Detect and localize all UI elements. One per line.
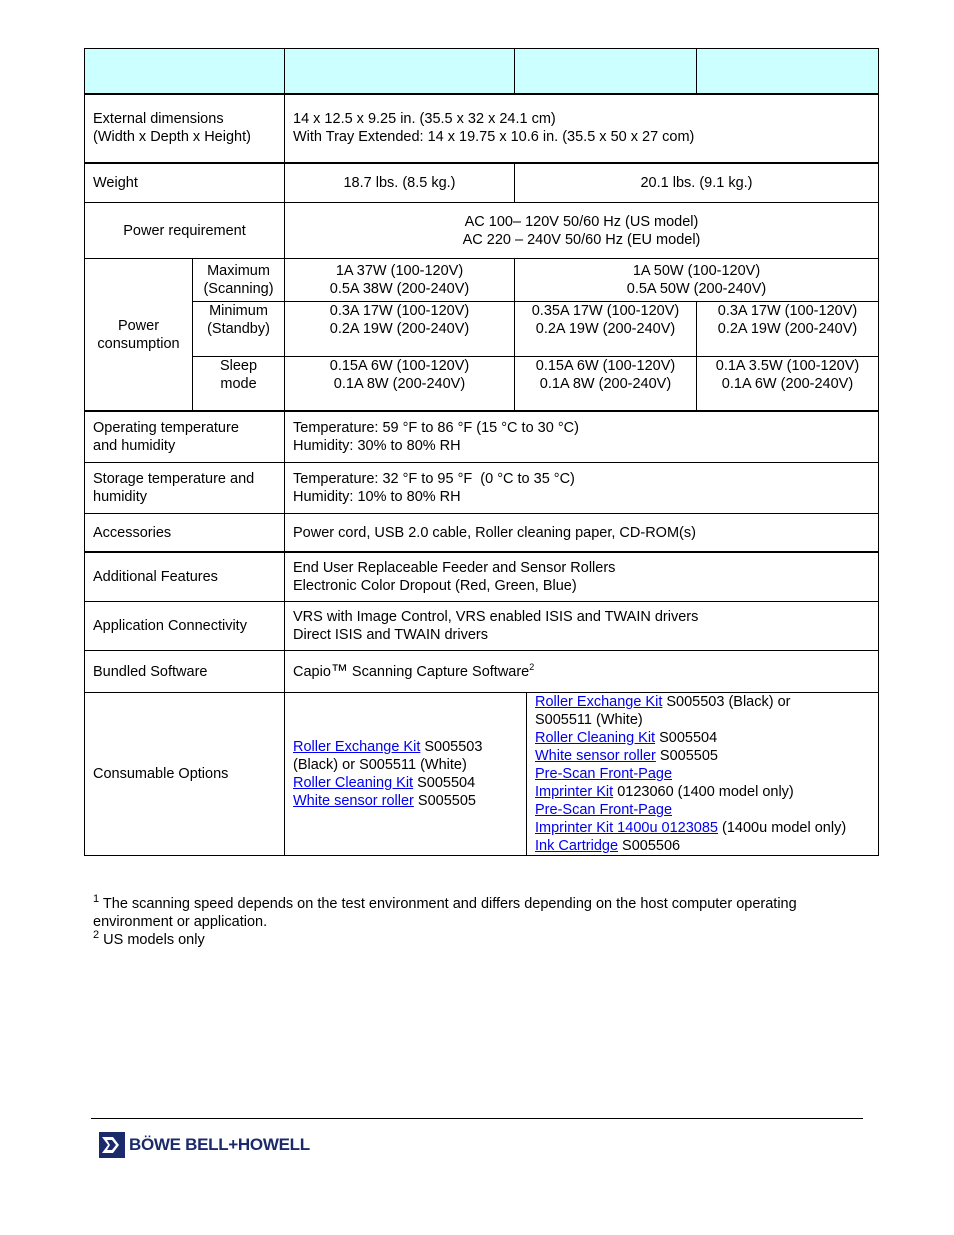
value-text: 0.2A 19W (200-240V)	[535, 321, 676, 337]
roller-cleaning-kit-link[interactable]: Roller Cleaning Kit	[293, 775, 414, 791]
value-text: Power cord, USB 2.0 cable, Roller cleaning paper, CD-ROM(s)	[293, 524, 696, 541]
consumable-line	[535, 819, 870, 837]
value-text: Humidity: 30% to 80% RH	[293, 437, 461, 454]
footer-rule	[91, 1118, 863, 1119]
value-text: 0.15A 6W (100-120V)	[535, 358, 676, 374]
consumable-line	[535, 693, 870, 711]
consumable-line	[535, 765, 870, 783]
label-text: Consumable Options	[93, 766, 229, 782]
value-text: 0.3A 17W (100-120V)	[717, 303, 858, 319]
roller-exchange-kit-link[interactable]: Roller Exchange Kit	[293, 739, 421, 755]
value-text: Direct ISIS and TWAIN drivers	[293, 627, 488, 643]
power-min-b	[515, 302, 696, 356]
consumable-line	[293, 738, 518, 756]
label-text: Accessories	[93, 524, 172, 541]
dimensions-value	[285, 94, 878, 162]
value-text: Electronic Color Dropout (Red, Green, Blue)	[293, 577, 577, 594]
power-sleep-b	[515, 357, 696, 410]
label-text: and humidity	[93, 437, 176, 454]
label-text: Additional Features	[93, 568, 218, 585]
consumable-line	[535, 783, 870, 801]
value-text: Humidity: 10% to 80% RH	[293, 489, 461, 505]
power-requirement-value	[285, 203, 878, 258]
power-max-label	[193, 259, 284, 301]
part-number: (Black) or S005511 (White)	[293, 757, 467, 773]
table-border-right	[878, 48, 879, 856]
value-text: AC 220 – 240V 50/60 Hz (EU model)	[462, 231, 701, 248]
label-text: Weight	[93, 174, 138, 191]
software-value	[285, 651, 878, 692]
part-number: S005503 (Black) or	[662, 694, 791, 710]
label-text: (Scanning)	[203, 281, 274, 297]
consumable-line	[293, 792, 518, 810]
weight-label	[85, 163, 284, 202]
power-sleep-a	[285, 357, 514, 410]
storage-label	[85, 463, 284, 513]
value-text: 20.1 lbs. (9.1 kg.)	[640, 174, 753, 191]
value-text: End User Replaceable Feeder and Sensor Rollers	[293, 559, 616, 576]
table-border-bottom	[84, 855, 879, 856]
value-text: 0.1A 3.5W (100-120V)	[715, 358, 860, 374]
part-number: S005505	[413, 793, 476, 809]
consumables-col-b	[527, 693, 878, 855]
company-logo	[99, 1131, 310, 1159]
label-text: Minimum	[209, 303, 268, 319]
table-border-top	[84, 48, 879, 49]
value-text: 14 x 12.5 x 9.25 in. (35.5 x 32 x 24.1 cm)	[293, 111, 556, 127]
footnote-text: The scanning speed depends on the test environment and differs depending on the host computer operating environment or application.	[93, 896, 797, 930]
imprinter-kit-1400u-link[interactable]: Imprinter Kit 1400u 0123085	[535, 820, 718, 836]
white-sensor-roller-link[interactable]: White sensor roller	[535, 748, 656, 764]
value-text: 0.1A 8W (200-240V)	[539, 376, 672, 392]
power-max-b	[515, 259, 878, 301]
label-text: humidity	[93, 489, 147, 505]
label-text: Power requirement	[123, 222, 246, 239]
part-number: S005503	[420, 739, 483, 755]
dimensions-label	[85, 94, 284, 162]
value-text: 18.7 lbs. (8.5 kg.)	[343, 174, 456, 191]
label-text: Power	[117, 317, 160, 334]
col-divider	[514, 48, 515, 94]
value-text: 0.3A 17W (100-120V)	[329, 303, 470, 319]
power-consumption-label	[85, 259, 192, 410]
storage-value	[285, 463, 878, 513]
footnote-1	[93, 895, 873, 931]
trademark-symbol: ™	[330, 661, 348, 680]
label-text: consumption	[97, 335, 180, 352]
power-sleep-c	[697, 357, 878, 410]
part-number: S005511 (White)	[535, 712, 643, 728]
value-text: 0.5A 50W (200-240V)	[626, 281, 767, 297]
table-header-row	[85, 49, 878, 93]
value-text: 0.1A 6W (200-240V)	[721, 376, 854, 392]
value-text: 0.1A 8W (200-240V)	[333, 376, 466, 392]
value-text: 1A 37W (100-120V)	[335, 263, 464, 279]
consumables-col-a	[285, 693, 526, 855]
connectivity-value	[285, 602, 878, 650]
consumable-line	[535, 747, 870, 765]
software-text	[293, 662, 870, 681]
label-text: Application Connectivity	[93, 618, 247, 634]
weight-value-a	[285, 163, 514, 202]
connectivity-label	[85, 602, 284, 650]
value-text: 0.2A 19W (200-240V)	[329, 321, 470, 337]
logo-text: BÖWE BELL+HOWELL	[129, 1135, 310, 1154]
col-divider	[696, 48, 697, 94]
consumable-line	[535, 801, 870, 819]
accessories-value	[285, 514, 878, 551]
power-sleep-label	[193, 357, 284, 410]
power-min-c	[697, 302, 878, 356]
value-text: 0.2A 19W (200-240V)	[717, 321, 858, 337]
label-text: Operating temperature	[93, 419, 239, 436]
label-text: mode	[220, 376, 257, 392]
value-text: AC 100– 120V 50/60 Hz (US model)	[464, 213, 699, 230]
footnote-text: US models only	[99, 932, 205, 948]
ink-cartridge-link[interactable]: Ink Cartridge	[535, 838, 619, 854]
software-suffix: Scanning Capture Software	[347, 664, 530, 680]
label-text: Maximum	[207, 263, 270, 279]
value-text: 0.5A 38W (200-240V)	[329, 281, 470, 297]
pre-scan-front-page-link[interactable]: Pre-Scan Front-Page	[535, 766, 673, 782]
label-text: (Width x Depth x Height)	[93, 129, 251, 145]
part-number: S005504	[413, 775, 476, 791]
power-min-a	[285, 302, 514, 356]
label-text: Sleep	[219, 358, 258, 374]
footnote-ref: 2	[529, 662, 535, 673]
operating-label	[85, 411, 284, 462]
value-text: VRS with Image Control, VRS enabled ISIS and TWAIN drivers	[293, 609, 699, 625]
value-text: 1A 50W (100-120V)	[632, 263, 761, 279]
value-text: Temperature: 32 °F to 95 °F (0 °C to 35 °C)	[293, 471, 575, 487]
part-number: 0123060 (1400 model only)	[613, 784, 794, 800]
consumables-label	[85, 693, 284, 855]
label-text: (Standby)	[207, 321, 270, 337]
part-number: S005506	[618, 838, 681, 854]
white-sensor-roller-link[interactable]: White sensor roller	[293, 793, 414, 809]
value-text: With Tray Extended: 14 x 19.75 x 10.6 in. (35.5 x 50 x 27 com)	[293, 129, 695, 145]
value-text: 0.15A 6W (100-120V)	[329, 358, 470, 374]
power-requirement-label	[85, 203, 284, 258]
additional-label	[85, 552, 284, 601]
footnote-2	[93, 931, 873, 949]
roller-exchange-kit-link[interactable]: Roller Exchange Kit	[535, 694, 663, 710]
weight-value-b	[515, 163, 878, 202]
footnote-mark: 2	[93, 929, 100, 942]
pre-scan-front-page-link[interactable]: Pre-Scan Front-Page	[535, 802, 673, 818]
label-text: Bundled Software	[93, 663, 208, 680]
additional-value	[285, 552, 878, 601]
part-number: S005505	[655, 748, 718, 764]
accessories-label	[85, 514, 284, 551]
part-number: S005504	[655, 730, 718, 746]
roller-cleaning-kit-link[interactable]: Roller Cleaning Kit	[535, 730, 656, 746]
label-text: Storage temperature and	[93, 471, 255, 487]
value-text: 0.35A 17W (100-120V)	[531, 303, 680, 319]
label-text: External dimensions	[93, 111, 224, 127]
software-name: Capio	[293, 664, 331, 680]
operating-value	[285, 411, 878, 462]
part-number: (1400u model only)	[718, 820, 847, 836]
logo-chevron-icon	[99, 1132, 125, 1158]
value-text: Temperature: 59 °F to 86 °F (15 °C to 30 °C)	[293, 419, 579, 436]
consumable-line	[535, 729, 870, 747]
power-min-label	[193, 302, 284, 356]
footnote-mark: 1	[93, 893, 100, 906]
consumable-line	[293, 774, 518, 792]
footnotes	[93, 895, 873, 949]
consumable-line	[535, 837, 870, 855]
logo-mark-icon	[99, 1132, 125, 1158]
software-label	[85, 651, 284, 692]
imprinter-kit-link[interactable]: Imprinter Kit	[535, 784, 614, 800]
power-max-a	[285, 259, 514, 301]
